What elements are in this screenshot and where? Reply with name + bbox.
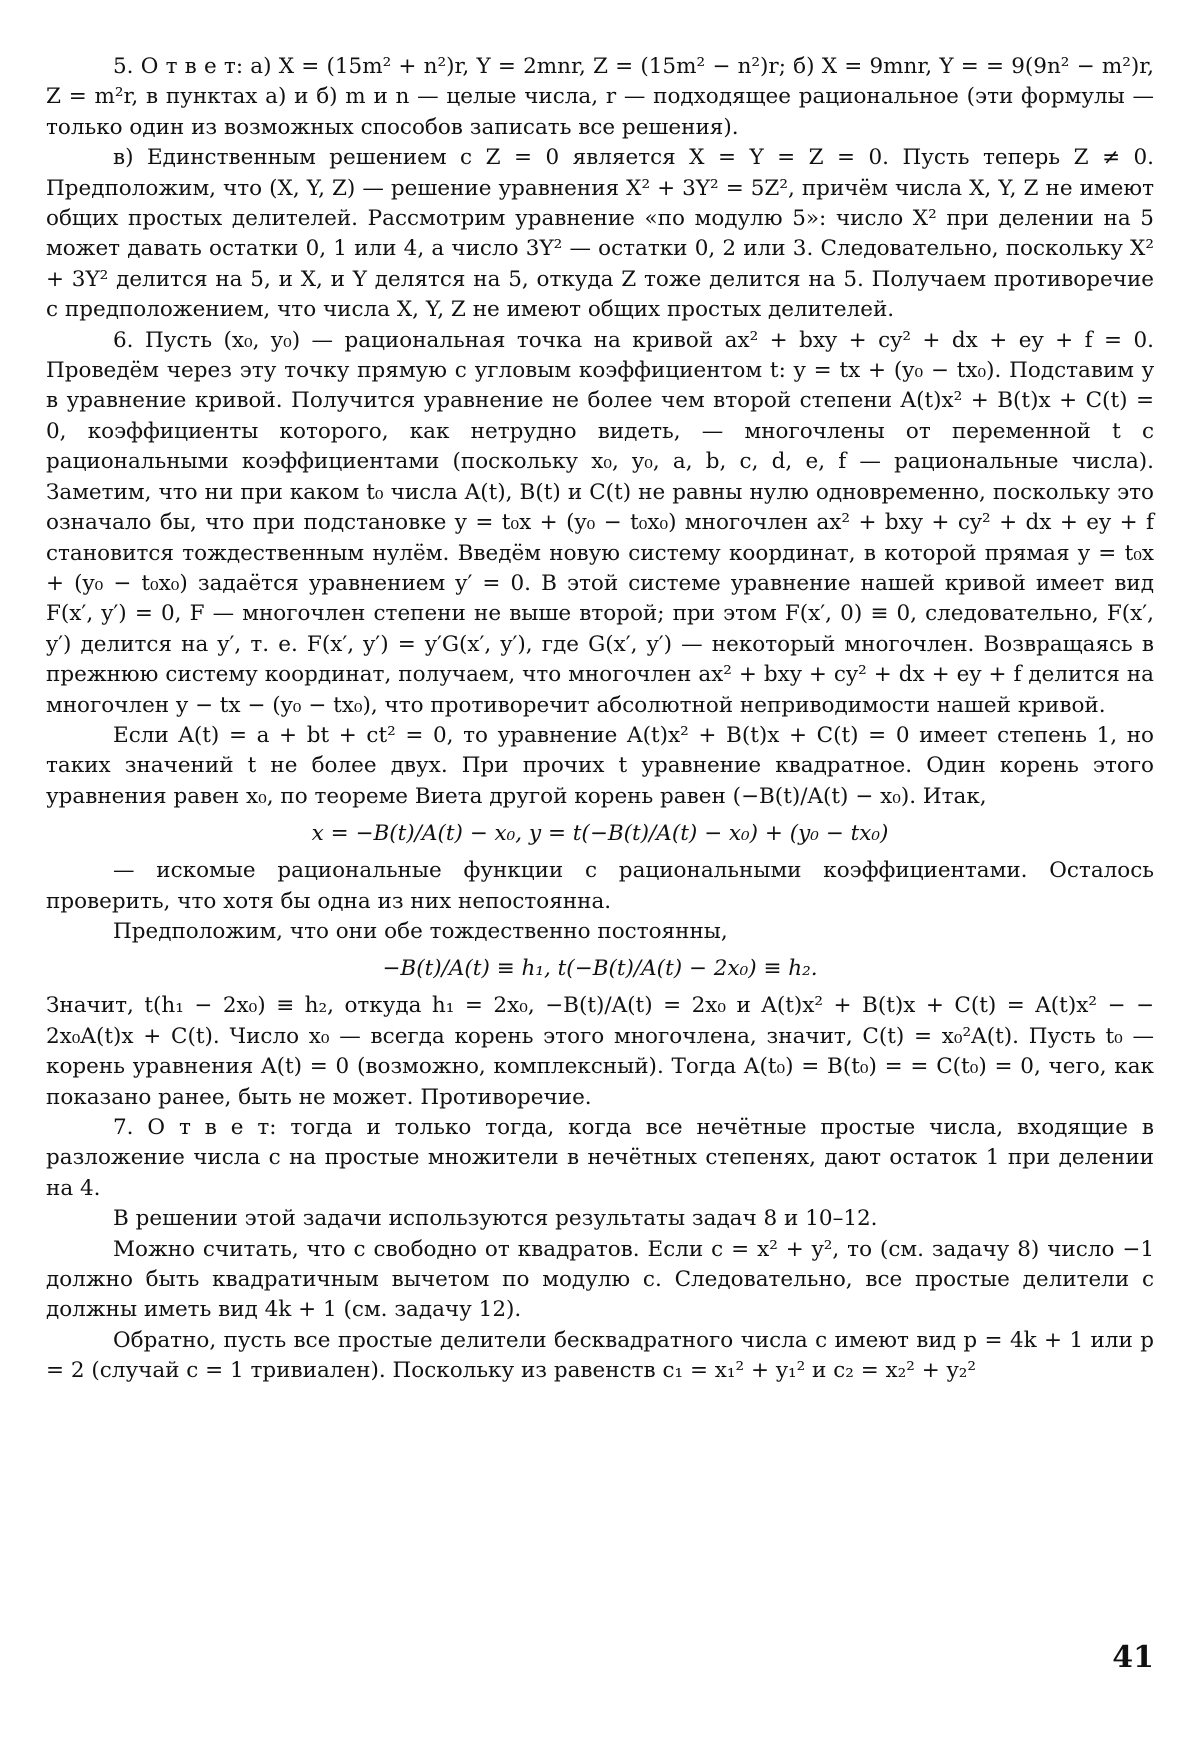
formula-constants: −B(t)/A(t) ≡ h₁, t(−B(t)/A(t) − 2x₀) ≡ h₂. [46,953,1154,985]
paragraph-answer-5: 5. О т в е т: а) X = (15m² + n²)r, Y = 2mnr, Z = (15m² − n²)r; б) X = 9mnr, Y = = 9(9n² − m²)r, Z = m²r, в пунктах а) и б) m и n — целые числа, r — подходящее рациональное (эти формулы — только один из возможных способов записать все решения). [46,52,1154,143]
paragraph-uses-problems: В решении этой задачи используются результаты задач 8 и 10–12. [46,1204,1154,1234]
paragraph-contradiction: Значит, t(h₁ − 2x₀) ≡ h₂, откуда h₁ = 2x₀, −B(t)/A(t) = 2x₀ и A(t)x² + B(t)x + C(t) = A(t)x² − − 2x₀A(t)x + C(t). Число x₀ — всегда корень этого многочлена, значит, C(t) = x₀²A(t). Пусть t₀ — корень уравнения A(t) = 0 (возможно, комплексный). Тогда A(t₀) = B(t₀) = = C(t₀) = 0, чего, как показано ранее, быть не может. Противоречие. [46,991,1154,1113]
page [0,0,1200,1737]
paragraph-answer-7: 7. О т в е т: тогда и только тогда, когда все нечётные простые числа, входящие в разложение числа c на простые множители в нечётных степенях, дают остаток 1 при делении на 4. [46,1113,1154,1204]
page-number: 41 [1112,1640,1154,1675]
paragraph-squarefree: Можно считать, что c свободно от квадратов. Если c = x² + y², то (см. задачу 8) число −1 должно быть квадратичным вычетом по модулю c. Следовательно, все простые делители c должны иметь вид 4k + 1 (см. задачу 12). [46,1235,1154,1326]
formula-rational-functions: x = −B(t)/A(t) − x₀, y = t(−B(t)/A(t) − x₀) + (y₀ − tx₀) [46,818,1154,850]
paragraph-solution-6: 6. Пусть (x₀, y₀) — рациональная точка на кривой ax² + bxy + cy² + dx + ey + f = 0. Проведём через эту точку прямую с угловым коэффициентом t: y = tx + (y₀ − tx₀). Подставим y в уравнение кривой. Получится уравнение не более чем второй степени A(t)x² + B(t)x + C(t) = 0, коэффициенты которого, как нетрудно видеть, — многочлены от переменной t с рациональными коэффициентами (поскольку x₀, y₀, a, b, c, d, e, f — рациональные числа). Заметим, что ни при каком t₀ числа A(t), B(t) и C(t) не равны нулю одновременно, поскольку это означало бы, что при подстановке y = t₀x + (y₀ − t₀x₀) многочлен ax² + bxy + cy² + dx + ey + f становится тождественным нулём. Введём новую систему координат, в которой прямая y = t₀x + (y₀ − t₀x₀) задаётся уравнением y′ = 0. В этой системе уравнение нашей кривой имеет вид F(x′, y′) = 0, F — многочлен степени не выше второй; при этом F(x′, 0) ≡ 0, следовательно, F(x′, y′) делится на y′, т. е. F(x′, y′) = y′G(x′, y′), где G(x′, y′) — некоторый многочлен. Возвращаясь в прежнюю систему координат, получаем, что многочлен ax² + bxy + cy² + dx + ey + f делится на многочлен y − tx − (y₀ − tx₀), что противоречит абсолютной неприводимости нашей кривой. [46,326,1154,721]
paragraph-converse: Обратно, пусть все простые делители бесквадратного числа c имеют вид p = 4k + 1 или p = 2 (случай c = 1 тривиален). Поскольку из равенств c₁ = x₁² + y₁² и c₂ = x₂² + y₂² [46,1326,1154,1387]
paragraph-vieta: Если A(t) = a + bt + ct² = 0, то уравнение A(t)x² + B(t)x + C(t) = 0 имеет степень 1, но таких значений t не более двух. При прочих t уравнение квадратное. Один корень этого уравнения равен x₀, по теореме Виета другой корень равен (−B(t)/A(t) − x₀). Итак, [46,721,1154,812]
paragraph-5v: в) Единственным решением с Z = 0 является X = Y = Z = 0. Пусть теперь Z ≠ 0. Предположим, что (X, Y, Z) — решение уравнения X² + 3Y² = 5Z², причём числа X, Y, Z не имеют общих простых делителей. Рассмотрим уравнение «по модулю 5»: число X² при делении на 5 может давать остатки 0, 1 или 4, а число 3Y² — остатки 0, 2 или 3. Следовательно, поскольку X² + 3Y² делится на 5, и X, и Y делятся на 5, откуда Z тоже делится на 5. Получаем противоречие с предположением, что числа X, Y, Z не имеют общих простых делителей. [46,143,1154,325]
paragraph-check-nonconstant: — искомые рациональные функции с рациональными коэффициентами. Осталось проверить, что хотя бы одна из них непостоянна. [46,856,1154,917]
paragraph-assume-constant: Предположим, что они обе тождественно постоянны, [46,917,1154,947]
